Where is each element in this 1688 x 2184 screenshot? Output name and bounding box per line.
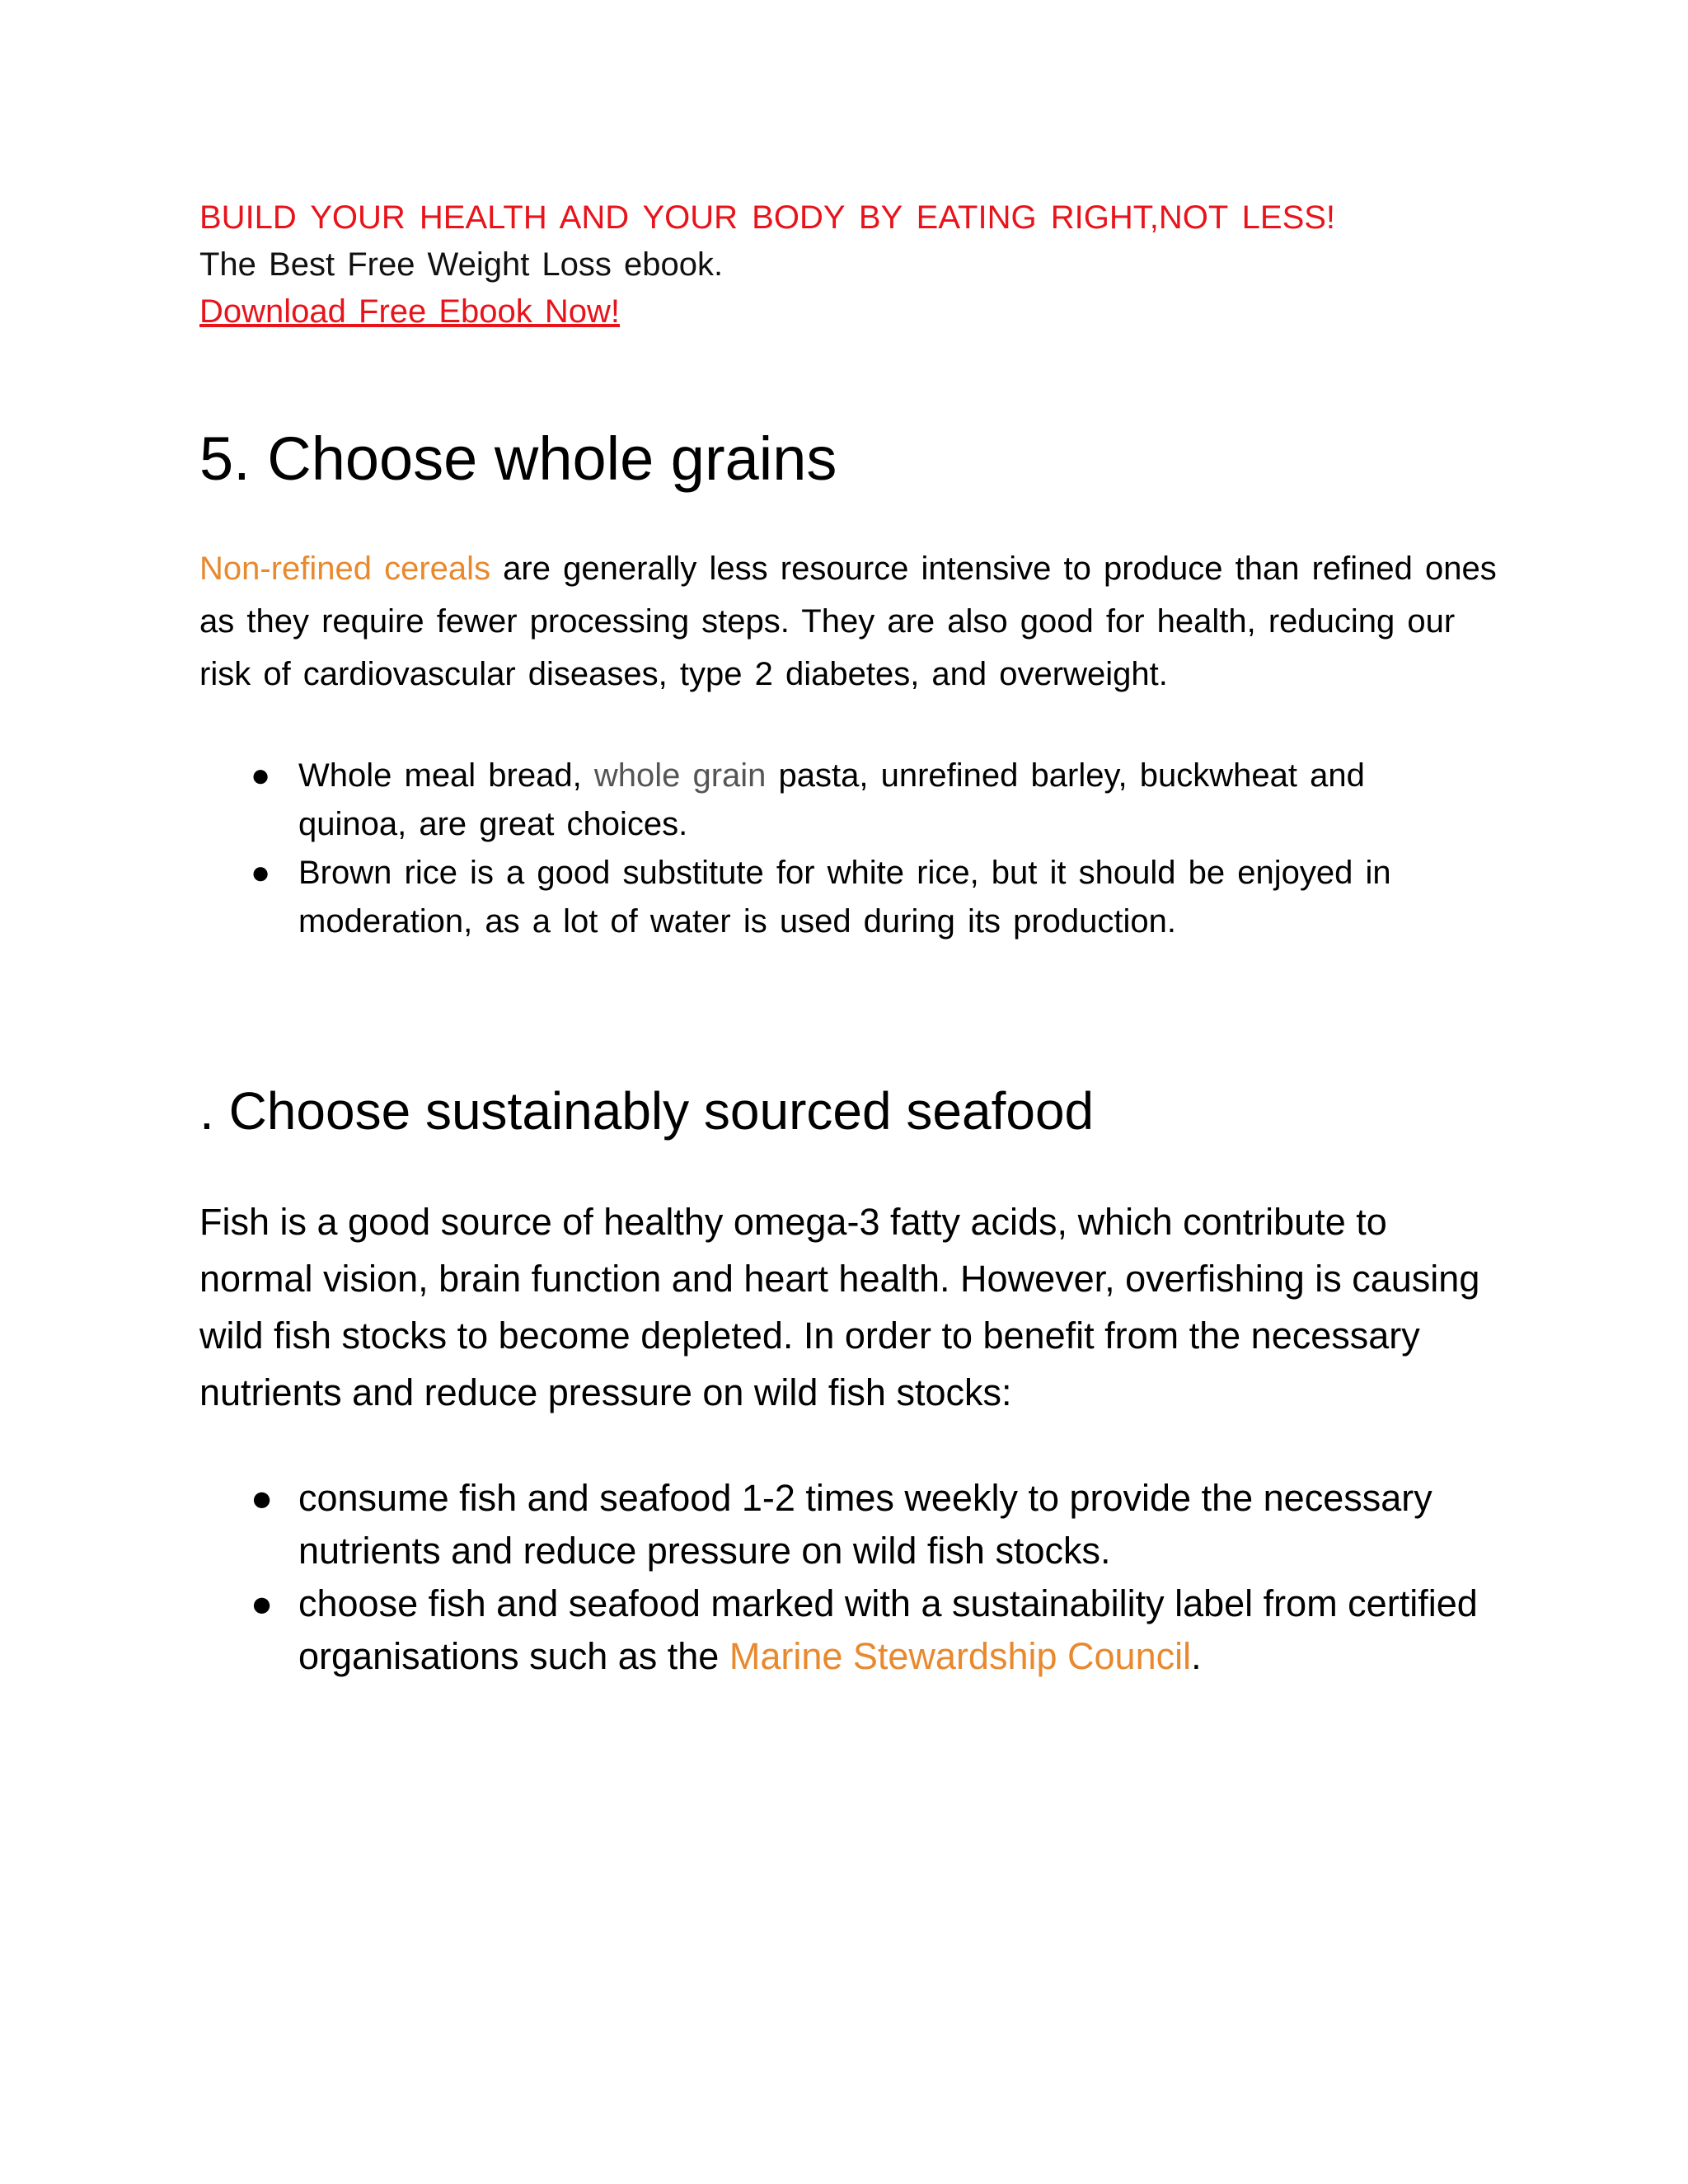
list-item-text: .: [1191, 1635, 1202, 1677]
list-item-text: Brown rice is a good substitute for white rice, but it should be enjoyed in moderation, as a lot of water is used during its production.: [298, 855, 1391, 940]
promo-subtitle: The Best Free Weight Loss ebook.: [199, 246, 724, 283]
promo-title: BUILD YOUR HEALTH AND YOUR BODY BY EATING RIGHT,NOT LESS!: [199, 199, 1336, 236]
list-item-text: consume fish and seafood 1-2 times weekly to provide the necessary nutrients and reduce pressure on wild fish stocks.: [298, 1477, 1432, 1572]
seafood-list: [199, 1472, 1502, 1683]
list-item: [199, 1577, 1502, 1683]
bullet-icon: ●: [251, 1477, 274, 1519]
bullet-icon: ●: [251, 757, 271, 794]
download-ebook-link[interactable]: Download Free Ebook Now!: [199, 293, 621, 330]
whole-grain-term: whole grain: [593, 757, 767, 794]
list-item-text: Whole meal bread,: [298, 757, 594, 794]
bullet-icon: ●: [251, 855, 271, 891]
seafood-paragraph: Fish is a good source of healthy omega-3 fatty acids, which contribute to normal vision, brain function and heart health. However, overfishing is causing wild fish stocks to become depleted. In order to benefit from the necessary nutrients and reduce pressure on wild fish stocks:: [199, 1201, 1480, 1413]
list-item: [199, 752, 1469, 849]
list-item: [199, 1472, 1502, 1577]
list-item: [199, 849, 1469, 946]
whole-grains-list: [199, 752, 1469, 946]
list-item-text: choose fish and seafood marked with a sustainability label from certified organisations such as the: [298, 1582, 1478, 1677]
promo-block: [199, 194, 1335, 335]
non-refined-cereals-link[interactable]: Non-refined cereals: [199, 551, 491, 587]
list-item-text: pasta, unrefined barley, buckwheat and quinoa, are great choices.: [298, 757, 1365, 842]
section-heading-whole-grains: 5. Choose whole grains: [199, 424, 837, 493]
bullet-icon: ●: [251, 1582, 274, 1624]
marine-stewardship-council-link[interactable]: Marine Stewardship Council: [729, 1635, 1192, 1677]
whole-grains-paragraph: [199, 542, 1502, 701]
paragraph-text: are generally less resource intensive to produce than refined ones as they require fewer processing steps. They are also good for health, reducing our risk of cardiovascular diseases, type 2 diabetes, and overweight.: [199, 551, 1497, 692]
section-heading-seafood: . Choose sustainably sourced seafood: [199, 1081, 1095, 1141]
